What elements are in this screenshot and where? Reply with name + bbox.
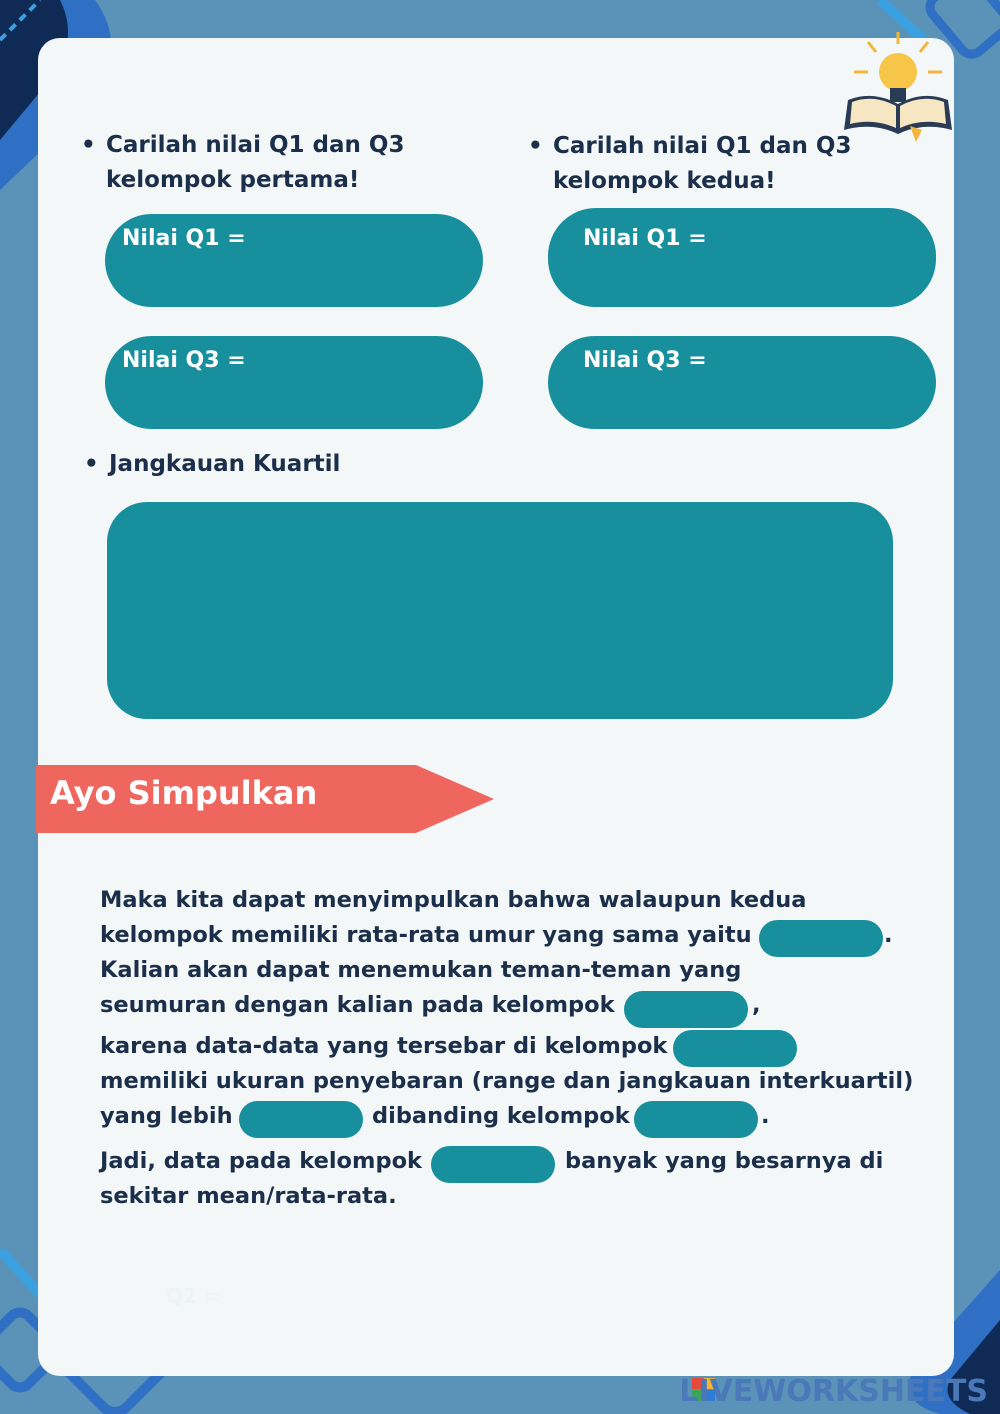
conclusion-punct: . [761,1103,770,1129]
conclusion-line: karena data-data yang tersebar di kelompok [100,1033,668,1059]
brand-watermark[interactable]: LIVEWORKSHEETS [679,1374,988,1409]
blank-mean-age[interactable] [759,920,883,957]
conclusion-punct: . [884,922,893,948]
heading-line: Carilah nilai Q1 dan Q3 [553,133,852,159]
blank-group-around-mean[interactable] [431,1146,555,1183]
conclusion-text: dibanding kelompok [372,1103,630,1129]
conclusion-text: banyak yang besarnya di [565,1148,884,1174]
q3-label: Nilai Q3 = [583,348,707,373]
jangkauan-kuartil-answer-box[interactable] [107,502,893,719]
conclusion-line: yang lebih [100,1103,233,1129]
heading-line: kelompok kedua! [553,168,776,194]
conclusion-line: sekitar mean/rata-rata. [100,1183,397,1209]
conclusion-line: memiliki ukuran penyebaran (range dan jangkauan interkuartil) [100,1068,914,1094]
q1-label: Nilai Q1 = [583,226,707,251]
bullet-dot: • [81,132,96,158]
blank-compared-group[interactable] [634,1101,758,1138]
conclusion-line: kelompok memiliki rata-rata umur yang sama yaitu [100,922,752,948]
conclusion-line: Jadi, data pada kelompok [100,1148,422,1174]
blank-larger-smaller[interactable] [239,1101,363,1138]
conclusion-line: seumuran dengan kalian pada kelompok [100,992,615,1018]
heading-text: Jangkauan Kuartil [109,451,341,477]
q3-label: Nilai Q3 = [122,348,246,373]
heading-q1q3-group1 [81,128,405,198]
heading-jangkauan-kuartil [84,447,341,482]
heading-line: Carilah nilai Q1 dan Q3 [106,132,405,158]
blank-group-spread[interactable] [673,1030,797,1067]
conclusion-line: Kalian akan dapat menemukan teman-teman yang [100,957,742,983]
heading-line: kelompok pertama! [106,167,360,193]
blank-group-same-age[interactable] [624,991,748,1028]
banner-title: Ayo Simpulkan [50,774,318,812]
conclusion-line: Maka kita dapat menyimpulkan bahwa walaupun kedua [100,887,807,913]
faint-q2-label: Q2 = [166,1284,221,1308]
q1-label: Nilai Q1 = [122,226,246,251]
lightbulb-book-icon [838,30,958,142]
q1-answer-group1[interactable] [105,214,483,307]
q1-answer-group2[interactable] [548,208,936,307]
q3-answer-group2[interactable] [548,336,936,429]
heading-q1q3-group2 [528,129,852,199]
conclusion-punct: , [752,992,761,1018]
q3-answer-group1[interactable] [105,336,483,429]
bullet-dot: • [84,451,99,477]
bullet-dot: • [528,133,543,159]
